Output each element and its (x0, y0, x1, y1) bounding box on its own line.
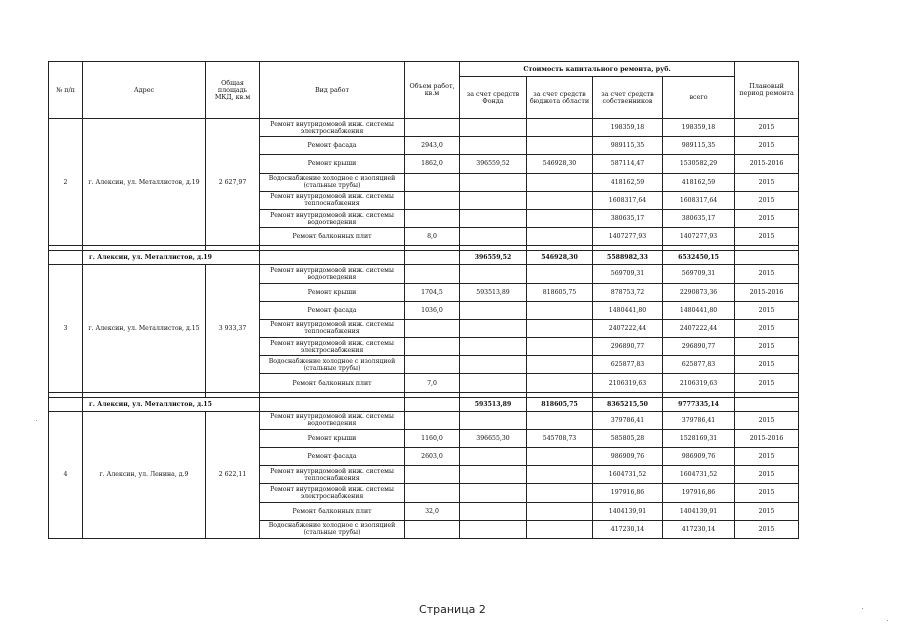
total-cell: 569709,31 (663, 265, 735, 283)
period-cell: 2015 (735, 319, 799, 337)
subtotal-label: г. Алексин, ул. Металлистов, д.15 (83, 397, 260, 411)
total-cell: 2290873,36 (663, 283, 735, 301)
region-cell (527, 520, 593, 538)
fund-cell (460, 301, 527, 319)
total-cell: 1528169,31 (663, 429, 735, 447)
work-type-cell: Ремонт крыши (260, 429, 405, 447)
period-cell: 2015 (735, 119, 799, 137)
fund-cell (460, 119, 527, 137)
subtotal-work-cell (260, 397, 405, 411)
work-type-cell: Ремонт внутридомовой инж. системы водоотведения (260, 411, 405, 429)
region-cell (527, 209, 593, 227)
fund-cell (460, 228, 527, 246)
fund-cell (460, 520, 527, 538)
total-cell: 2106319,63 (663, 374, 735, 392)
region-cell (527, 466, 593, 484)
total-cell: 1530582,29 (663, 155, 735, 173)
owners-cell: 1407277,93 (593, 228, 663, 246)
work-type-cell: Ремонт внутридомовой инж. системы электроснабжения (260, 484, 405, 502)
work-type-cell: Ремонт внутридомовой инж. системы теплоснабжения (260, 466, 405, 484)
fund-cell (460, 338, 527, 356)
owners-cell: 878753,72 (593, 283, 663, 301)
period-cell: 2015-2016 (735, 283, 799, 301)
period-cell: 2015 (735, 411, 799, 429)
volume-cell (405, 173, 460, 191)
owners-cell: 1404139,91 (593, 502, 663, 520)
region-cell (527, 338, 593, 356)
period-cell: 2015 (735, 173, 799, 191)
region-cell (527, 448, 593, 466)
row-area: 3 933,37 (206, 265, 260, 392)
owners-cell: 585805,28 (593, 429, 663, 447)
region-cell (527, 191, 593, 209)
row-number: 3 (49, 265, 83, 392)
subtotal-period-cell (735, 251, 799, 265)
region-cell (527, 356, 593, 374)
subtotal-work-cell (260, 251, 405, 265)
region-cell (527, 301, 593, 319)
total-cell: 1404139,91 (663, 502, 735, 520)
period-cell: 2015 (735, 448, 799, 466)
volume-cell (405, 119, 460, 137)
row-area: 2 627,97 (206, 119, 260, 246)
volume-cell (405, 265, 460, 283)
owners-cell: 1604731,52 (593, 466, 663, 484)
fund-cell (460, 448, 527, 466)
row-address: г. Алексин, ул. Металлистов, д.19 (83, 119, 206, 246)
total-cell: 197916,86 (663, 484, 735, 502)
volume-cell (405, 191, 460, 209)
work-type-cell: Ремонт внутридомовой инж. системы электроснабжения (260, 338, 405, 356)
work-type-cell: Ремонт балконных плит (260, 374, 405, 392)
owners-cell: 2407222,44 (593, 319, 663, 337)
period-cell: 2015 (735, 356, 799, 374)
period-cell: 2015-2016 (735, 429, 799, 447)
subtotal-label: г. Алексин, ул. Металлистов, д.19 (83, 251, 260, 265)
header-area: Общая площадь МКД, кв.м (206, 62, 260, 119)
period-cell: 2015 (735, 137, 799, 155)
region-cell (527, 502, 593, 520)
work-type-cell: Ремонт внутридомовой инж. системы теплоснабжения (260, 191, 405, 209)
subtotal-row (49, 251, 799, 265)
region-cell (527, 137, 593, 155)
fund-cell (460, 356, 527, 374)
table-row (49, 411, 799, 429)
region-cell (527, 173, 593, 191)
owners-cell: 198359,18 (593, 119, 663, 137)
total-cell: 379786,41 (663, 411, 735, 429)
subtotal-num-cell (49, 397, 83, 411)
total-cell: 1407277,93 (663, 228, 735, 246)
owners-cell: 625877,83 (593, 356, 663, 374)
work-type-cell: Ремонт фасада (260, 448, 405, 466)
total-cell: 198359,18 (663, 119, 735, 137)
owners-cell: 379786,41 (593, 411, 663, 429)
fund-cell (460, 502, 527, 520)
period-cell: 2015 (735, 484, 799, 502)
work-type-cell: Ремонт балконных плит (260, 502, 405, 520)
volume-cell: 8,0 (405, 228, 460, 246)
owners-cell: 986909,76 (593, 448, 663, 466)
owners-cell: 197916,86 (593, 484, 663, 502)
header-num: № п/п (49, 62, 83, 119)
region-cell (527, 265, 593, 283)
scan-speck (862, 608, 863, 609)
total-cell: 380635,17 (663, 209, 735, 227)
region-cell (527, 484, 593, 502)
fund-cell (460, 484, 527, 502)
subtotal-volume-cell (405, 251, 460, 265)
subtotal-total: 9777335,14 (663, 397, 735, 411)
table-row (49, 119, 799, 137)
header-work-type: Вид работ (260, 62, 405, 119)
volume-cell: 2943,0 (405, 137, 460, 155)
header-fund: за счет средств Фонда (460, 77, 527, 119)
scan-speck (887, 620, 888, 621)
total-cell: 1480441,80 (663, 301, 735, 319)
period-cell: 2015 (735, 301, 799, 319)
subtotal-period-cell (735, 397, 799, 411)
total-cell: 417230,14 (663, 520, 735, 538)
total-cell: 1604731,52 (663, 466, 735, 484)
fund-cell (460, 191, 527, 209)
row-address: г. Алексин, ул. Ленина, д.9 (83, 411, 206, 538)
row-area: 2 622,11 (206, 411, 260, 538)
work-type-cell: Ремонт крыши (260, 155, 405, 173)
volume-cell (405, 520, 460, 538)
total-cell: 418162,59 (663, 173, 735, 191)
subtotal-fund: 593513,89 (460, 397, 527, 411)
total-cell: 1608317,64 (663, 191, 735, 209)
volume-cell: 1704,5 (405, 283, 460, 301)
work-type-cell: Ремонт внутридомовой инж. системы водоотведения (260, 265, 405, 283)
owners-cell: 1608317,64 (593, 191, 663, 209)
fund-cell: 593513,89 (460, 283, 527, 301)
fund-cell (460, 374, 527, 392)
owners-cell: 989115,35 (593, 137, 663, 155)
period-cell: 2015 (735, 466, 799, 484)
volume-cell: 32,0 (405, 502, 460, 520)
header-region: за счет средств бюджета области (527, 77, 593, 119)
volume-cell (405, 319, 460, 337)
header-total: всего (663, 77, 735, 119)
volume-cell: 1160,0 (405, 429, 460, 447)
region-cell: 546928,30 (527, 155, 593, 173)
volume-cell (405, 209, 460, 227)
fund-cell (460, 209, 527, 227)
volume-cell: 1862,0 (405, 155, 460, 173)
work-type-cell: Водоснабжение холодное с изоляцией (стальные трубы) (260, 520, 405, 538)
table-body (49, 119, 799, 539)
period-cell: 2015 (735, 338, 799, 356)
volume-cell: 2603,0 (405, 448, 460, 466)
volume-cell (405, 338, 460, 356)
region-cell: 818605,75 (527, 283, 593, 301)
total-cell: 989115,35 (663, 137, 735, 155)
period-cell: 2015 (735, 520, 799, 538)
work-type-cell: Ремонт внутридомовой инж. системы водоотведения (260, 209, 405, 227)
header-address: Адрес (83, 62, 206, 119)
region-cell (527, 119, 593, 137)
subtotal-fund: 396559,52 (460, 251, 527, 265)
work-type-cell: Ремонт крыши (260, 283, 405, 301)
work-type-cell: Ремонт внутридомовой инж. системы теплоснабжения (260, 319, 405, 337)
volume-cell (405, 466, 460, 484)
capital-repair-table (48, 61, 799, 539)
work-type-cell: Ремонт фасада (260, 301, 405, 319)
subtotal-total: 6532450,15 (663, 251, 735, 265)
period-cell: 2015 (735, 265, 799, 283)
volume-cell (405, 411, 460, 429)
header-cost-group: Стоимость капитального ремонта, руб. (460, 62, 735, 77)
page-footer: Страница 2 (419, 603, 486, 616)
owners-cell: 569709,31 (593, 265, 663, 283)
subtotal-region: 818605,75 (527, 397, 593, 411)
scan-speck (36, 420, 37, 421)
period-cell: 2015 (735, 228, 799, 246)
owners-cell: 380635,17 (593, 209, 663, 227)
work-type-cell: Ремонт балконных плит (260, 228, 405, 246)
work-type-cell: Водоснабжение холодное с изоляцией (стальные трубы) (260, 173, 405, 191)
fund-cell (460, 411, 527, 429)
region-cell (527, 374, 593, 392)
subtotal-volume-cell (405, 397, 460, 411)
total-cell: 2407222,44 (663, 319, 735, 337)
region-cell: 545708,73 (527, 429, 593, 447)
owners-cell: 2106319,63 (593, 374, 663, 392)
work-type-cell: Водоснабжение холодное с изоляцией (стальные трубы) (260, 356, 405, 374)
subtotal-owners: 8365215,50 (593, 397, 663, 411)
subtotal-row (49, 397, 799, 411)
subtotal-region: 546928,30 (527, 251, 593, 265)
fund-cell (460, 319, 527, 337)
total-cell: 625877,83 (663, 356, 735, 374)
period-cell: 2015 (735, 191, 799, 209)
work-type-cell: Ремонт внутридомовой инж. системы электроснабжения (260, 119, 405, 137)
fund-cell: 396655,30 (460, 429, 527, 447)
row-address: г. Алексин, ул. Металлистов, д.15 (83, 265, 206, 392)
period-cell: 2015 (735, 502, 799, 520)
total-cell: 296890,77 (663, 338, 735, 356)
owners-cell: 587114,47 (593, 155, 663, 173)
total-cell: 986909,76 (663, 448, 735, 466)
fund-cell (460, 265, 527, 283)
volume-cell (405, 484, 460, 502)
table-row (49, 265, 799, 283)
region-cell (527, 319, 593, 337)
work-type-cell: Ремонт фасада (260, 137, 405, 155)
fund-cell (460, 466, 527, 484)
row-number: 2 (49, 119, 83, 246)
subtotal-owners: 5588982,33 (593, 251, 663, 265)
row-number: 4 (49, 411, 83, 538)
region-cell (527, 228, 593, 246)
period-cell: 2015-2016 (735, 155, 799, 173)
period-cell: 2015 (735, 209, 799, 227)
owners-cell: 1480441,80 (593, 301, 663, 319)
region-cell (527, 411, 593, 429)
header-volume: Объем работ, кв.м (405, 62, 460, 119)
header-period: Плановый период ремонта (735, 62, 799, 119)
volume-cell: 1036,0 (405, 301, 460, 319)
period-cell: 2015 (735, 374, 799, 392)
header-owners: за счет средств собственников (593, 77, 663, 119)
volume-cell: 7,0 (405, 374, 460, 392)
owners-cell: 296890,77 (593, 338, 663, 356)
fund-cell (460, 173, 527, 191)
volume-cell (405, 356, 460, 374)
fund-cell: 396559,52 (460, 155, 527, 173)
fund-cell (460, 137, 527, 155)
owners-cell: 418162,59 (593, 173, 663, 191)
owners-cell: 417230,14 (593, 520, 663, 538)
subtotal-num-cell (49, 251, 83, 265)
